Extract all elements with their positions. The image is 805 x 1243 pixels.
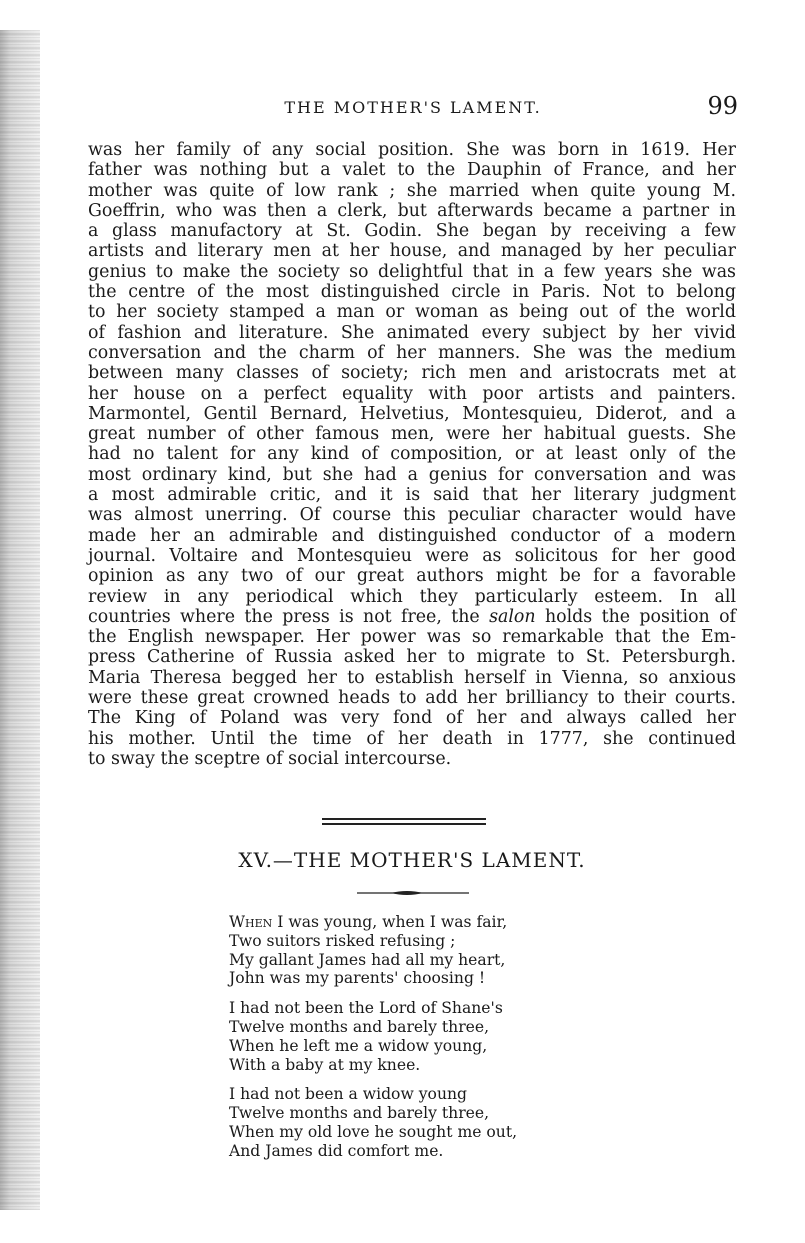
text-line: Maria Theresa begged her to establish herself in Vienna, so anxious bbox=[88, 667, 736, 688]
text-line: genius to make the society so delightful that in a few years she was bbox=[88, 261, 736, 282]
poem-line-text: I was young, when I was fair, bbox=[272, 913, 508, 931]
body-paragraph bbox=[88, 140, 736, 769]
section-divider bbox=[322, 818, 486, 825]
poem-line: My gallant James had all my heart, bbox=[229, 950, 506, 969]
poem-line bbox=[229, 913, 589, 932]
text-segment: countries where the press is not free, the bbox=[88, 606, 490, 627]
page-number: 99 bbox=[707, 92, 738, 120]
text-line: conversation and the charm of her manners. She was the medium bbox=[88, 342, 736, 363]
page-binding-gutter bbox=[0, 30, 40, 1210]
text-line: to sway the sceptre of social intercourse. bbox=[88, 748, 452, 769]
section-heading: XV.—THE MOTHER'S LAMENT. bbox=[238, 848, 586, 872]
text-line: had no talent for any kind of composition, or at least only of the bbox=[88, 444, 736, 465]
text-line: press Catherine of Russia asked her to migrate to St. Petersburgh. bbox=[88, 647, 736, 668]
text-line: was almost unerring. Of course this peculiar character would have bbox=[88, 505, 736, 526]
text-line: her house on a perfect equality with poor artists and painters. bbox=[88, 383, 736, 404]
text-line: between many classes of society; rich men and aristocrats met at bbox=[88, 363, 736, 384]
poem-line: When he left me a widow young, bbox=[229, 1036, 488, 1055]
running-title: THE MOTHER'S LAMENT. bbox=[284, 98, 542, 117]
stanza bbox=[229, 913, 589, 988]
text-line: Goeffrin, who was then a clerk, but afterwards became a partner in bbox=[88, 200, 736, 221]
poem-line: And James did comfort me. bbox=[229, 1141, 444, 1160]
text-line: Marmontel, Gentil Bernard, Helvetius, Montesquieu, Diderot, and a bbox=[88, 403, 736, 424]
text-line: was her family of any social position. She was born in 1619. Her bbox=[88, 140, 736, 160]
text-line: journal. Voltaire and Montesquieu were as solicitous for her good bbox=[88, 545, 736, 566]
poem-line: Two suitors risked refusing ; bbox=[229, 931, 456, 950]
poem-line: I had not been the Lord of Shane's bbox=[229, 999, 503, 1018]
poem bbox=[229, 913, 589, 1172]
text-line: father was nothing but a valet to the Dauphin of France, and her bbox=[88, 160, 736, 181]
text-line: of fashion and literature. She animated every subject by her vivid bbox=[88, 322, 736, 343]
text-line: to her society stamped a man or woman as being out of the world bbox=[88, 302, 736, 323]
poem-line: Twelve months and barely three, bbox=[229, 1017, 490, 1036]
text-line: made her an admirable and distinguished conductor of a modern bbox=[88, 525, 736, 546]
text-line: a most admirable critic, and it is said that her literary judgment bbox=[88, 485, 736, 506]
poem-line: John was my parents' choosing ! bbox=[229, 969, 486, 988]
text-line: artists and literary men at her house, and managed by her peculiar bbox=[88, 241, 736, 262]
text-line: were these great crowned heads to add her brilliancy to their courts. bbox=[88, 688, 736, 709]
ornament-rule-icon bbox=[357, 888, 469, 898]
text-line: a glass manufactory at St. Godin. She began by receiving a few bbox=[88, 221, 736, 242]
text-line: the centre of the most distinguished circle in Paris. Not to belong bbox=[88, 282, 736, 303]
poem-line: Twelve months and barely three, bbox=[229, 1104, 490, 1123]
text-segment: holds the position of bbox=[535, 606, 736, 627]
italic-word: salon bbox=[489, 606, 536, 627]
text-line: opinion as any two of our great authors might be for a favorable bbox=[88, 566, 736, 587]
text-line: review in any periodical which they particularly esteem. In all bbox=[88, 586, 736, 607]
text-line: mother was quite of low rank ; she married when quite young M. bbox=[88, 180, 736, 201]
text-line: The King of Poland was very fond of her and always called her bbox=[88, 708, 736, 729]
poem-line: With a baby at my knee. bbox=[229, 1055, 421, 1074]
text-line: most ordinary kind, but she had a genius for conversation and was bbox=[88, 464, 736, 485]
poem-line: When my old love he sought me out, bbox=[229, 1122, 518, 1141]
drop-word: When bbox=[229, 913, 273, 931]
text-line-with-italic bbox=[88, 607, 736, 627]
poem-line: I had not been a widow young bbox=[229, 1085, 468, 1104]
text-line: great number of other famous men, were her habitual guests. She bbox=[88, 424, 736, 445]
stanza bbox=[229, 999, 589, 1074]
text-line: the English newspaper. Her power was so remarkable that the Em- bbox=[88, 627, 736, 648]
page-header bbox=[88, 92, 738, 122]
text-line: his mother. Until the time of her death in 1777, she continued bbox=[88, 728, 736, 749]
stanza bbox=[229, 1085, 589, 1160]
